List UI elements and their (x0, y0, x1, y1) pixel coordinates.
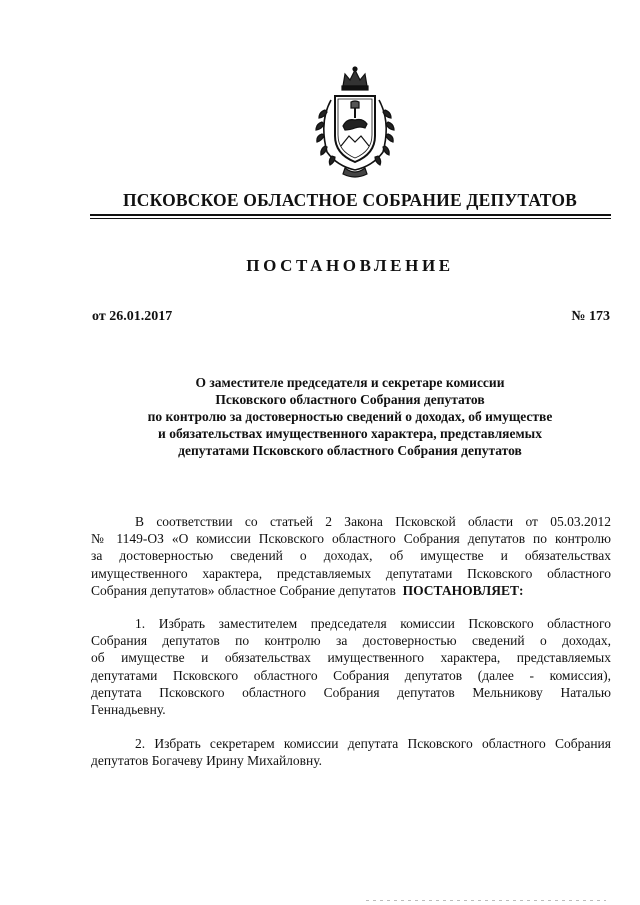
item-2-line: депутатов Богачеву Ирину Михайловну. (91, 753, 323, 769)
preamble-line: Собрания депутатов» областное Собрание депутатов (91, 582, 396, 598)
header-rule-thick (90, 214, 611, 216)
subject-line: по контролю за достоверностью сведений о доходах, об имуществе (147, 409, 553, 424)
preamble-paragraph (91, 513, 611, 599)
subject-line: и обязательствах имущественного характера, представляемых (158, 426, 542, 441)
preamble-line: за достоверностью сведений о доходах, об имуществе и обязательствах (91, 548, 611, 564)
coat-of-arms-emblem (305, 66, 405, 181)
resolves-keyword: ПОСТАНОВЛЯЕТ: (402, 582, 524, 598)
item-2-line: 2. Избрать секретарем комиссии депутата Псковского областного Собрания (135, 736, 611, 751)
subject-line: О заместителе председателя и секретаре комиссии (195, 375, 505, 390)
preamble-line-final (91, 582, 611, 599)
item-1-paragraph (91, 615, 611, 718)
item-1-line: депутатами Псковского областного Собрания депутатов (далее - комиссия), (91, 667, 611, 683)
preamble-line: № 1149-ОЗ «О комиссии Псковского областного Собрания депутатов по контролю (91, 531, 611, 547)
document-subject (90, 374, 610, 459)
header-rule-thin (90, 218, 611, 219)
scan-artifact-line (366, 900, 606, 901)
organization-title: ПСКОВСКОЕ ОБЛАСТНОЕ СОБРАНИЕ ДЕПУТАТОВ (122, 190, 578, 210)
item-1-line: Геннадьевну. (91, 702, 166, 718)
document-date: от 26.01.2017 (92, 309, 173, 324)
item-1-line: депутата Псковского областного Собрания депутатов Мельникову Наталью (91, 684, 611, 700)
document-number: № 173 (571, 309, 610, 324)
item-1-line: Собрания депутатов по контролю за достоверностью сведений о доходах, (91, 633, 611, 649)
item-1-line: 1. Избрать заместителем председателя комиссии Псковского областного (135, 616, 611, 631)
preamble-line: имущественного характера, представляемых депутатами Псковского областного (91, 565, 611, 581)
preamble-line: В соответствии со статьей 2 Закона Псковской области от 05.03.2012 (135, 514, 611, 529)
subject-line: Псковского областного Собрания депутатов (215, 392, 485, 407)
item-2-paragraph (91, 735, 611, 769)
document-type-title: ПОСТАНОВЛЕНИЕ (246, 256, 454, 275)
subject-line: депутатами Псковского областного Собрания депутатов (178, 443, 522, 458)
item-1-line: об имуществе и обязательствах имущественного характера, представляемых (91, 650, 611, 666)
